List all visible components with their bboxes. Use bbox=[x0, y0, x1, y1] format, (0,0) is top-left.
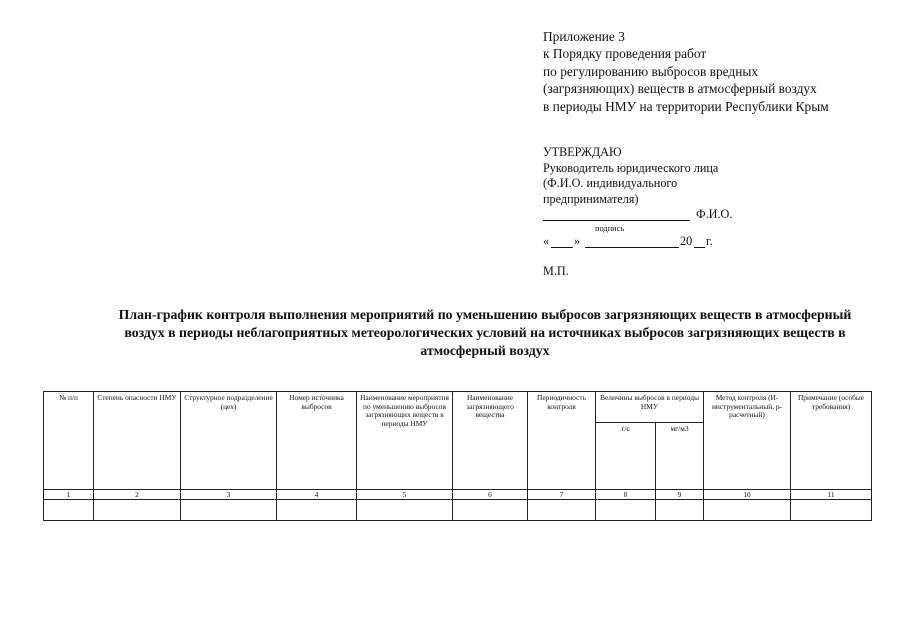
signature-caption: подпись bbox=[595, 224, 625, 234]
year-suffix: г. bbox=[706, 234, 713, 249]
column-number: 7 bbox=[528, 490, 596, 500]
table-row bbox=[44, 500, 872, 521]
header-substance: Наименование загрязняющего вещества bbox=[453, 392, 528, 490]
header-method: Метод контроля (И- инструментальный, р- расчетный) bbox=[704, 392, 791, 490]
approval-heading: УТВЕРЖДАЮ bbox=[543, 145, 622, 159]
header-division: Структурное подразделение (цех) bbox=[181, 392, 277, 490]
document-title: План-график контроля выполнения мероприятий по уменьшению выбросов загрязняющих веществ в атмосферный воздух в периоды неблагоприятных метеорологических условий на источниках выбросов загрязняющих веществ в атмосферный воздух bbox=[118, 307, 852, 358]
signature-rule bbox=[543, 220, 690, 221]
date-close-quote: » bbox=[574, 234, 581, 249]
header-hazard: Степень опасности НМУ bbox=[94, 392, 181, 490]
header-source: Номер источника выбросов bbox=[277, 392, 357, 490]
month-blank bbox=[585, 247, 679, 248]
table-cell[interactable] bbox=[181, 500, 277, 521]
appendix-line: по регулированию выбросов вредных bbox=[543, 63, 759, 79]
table-cell[interactable] bbox=[596, 500, 656, 521]
header-note: Примечание (особые требования) bbox=[791, 392, 872, 490]
column-number: 9 bbox=[656, 490, 704, 500]
table-cell[interactable] bbox=[656, 500, 704, 521]
table-cell[interactable] bbox=[791, 500, 872, 521]
fio-label: Ф.И.О. bbox=[696, 207, 733, 222]
appendix-line: Приложение 3 bbox=[543, 29, 625, 44]
column-number: 6 bbox=[453, 490, 528, 500]
signature-line bbox=[543, 207, 803, 223]
table-cell[interactable] bbox=[453, 500, 528, 521]
table-cell[interactable] bbox=[94, 500, 181, 521]
plan-schedule-table bbox=[43, 391, 872, 521]
appendix-block bbox=[543, 28, 829, 115]
table-cell[interactable] bbox=[44, 500, 94, 521]
day-blank bbox=[551, 247, 573, 248]
header-num: № п/п bbox=[44, 392, 94, 490]
header-emission: Величины выбросов в периоды НМУ bbox=[596, 392, 704, 423]
column-number: 2 bbox=[94, 490, 181, 500]
seal-label: М.П. bbox=[543, 264, 569, 279]
table-cell[interactable] bbox=[277, 500, 357, 521]
header-emission-mgm3: мг/м3 bbox=[656, 423, 704, 490]
table-cell[interactable] bbox=[528, 500, 596, 521]
column-number: 3 bbox=[181, 490, 277, 500]
column-number: 8 bbox=[596, 490, 656, 500]
approval-line: (Ф.И.О. индивидуального bbox=[543, 176, 678, 191]
column-number: 5 bbox=[357, 490, 453, 500]
appendix-line: к Порядку проведения работ bbox=[543, 46, 707, 62]
table-header-row bbox=[44, 392, 872, 423]
column-number-row bbox=[44, 490, 872, 500]
approval-block bbox=[543, 145, 803, 280]
column-number: 10 bbox=[704, 490, 791, 500]
table-cell[interactable] bbox=[704, 500, 791, 521]
approval-line: Руководитель юридического лица bbox=[543, 160, 719, 175]
header-period: Периодичность контроля bbox=[528, 392, 596, 490]
appendix-line: (загрязняющих) веществ в атмосферный воздух bbox=[543, 81, 817, 97]
header-emission-gs: г/с bbox=[596, 423, 656, 490]
column-number: 11 bbox=[791, 490, 872, 500]
approval-line: предпринимателя) bbox=[543, 191, 639, 206]
appendix-line: в периоды НМУ на территории Республики Крым bbox=[543, 98, 829, 114]
date-open-quote: « bbox=[543, 234, 550, 249]
header-measure: Наименование мероприятия по уменьшению выбросов загрязняющих веществ в периоды НМУ bbox=[357, 392, 453, 490]
table-cell[interactable] bbox=[357, 500, 453, 521]
date-line bbox=[543, 234, 803, 250]
year-prefix: 20 bbox=[680, 234, 693, 249]
year-blank bbox=[694, 247, 705, 248]
column-number: 4 bbox=[277, 490, 357, 500]
column-number: 1 bbox=[44, 490, 94, 500]
